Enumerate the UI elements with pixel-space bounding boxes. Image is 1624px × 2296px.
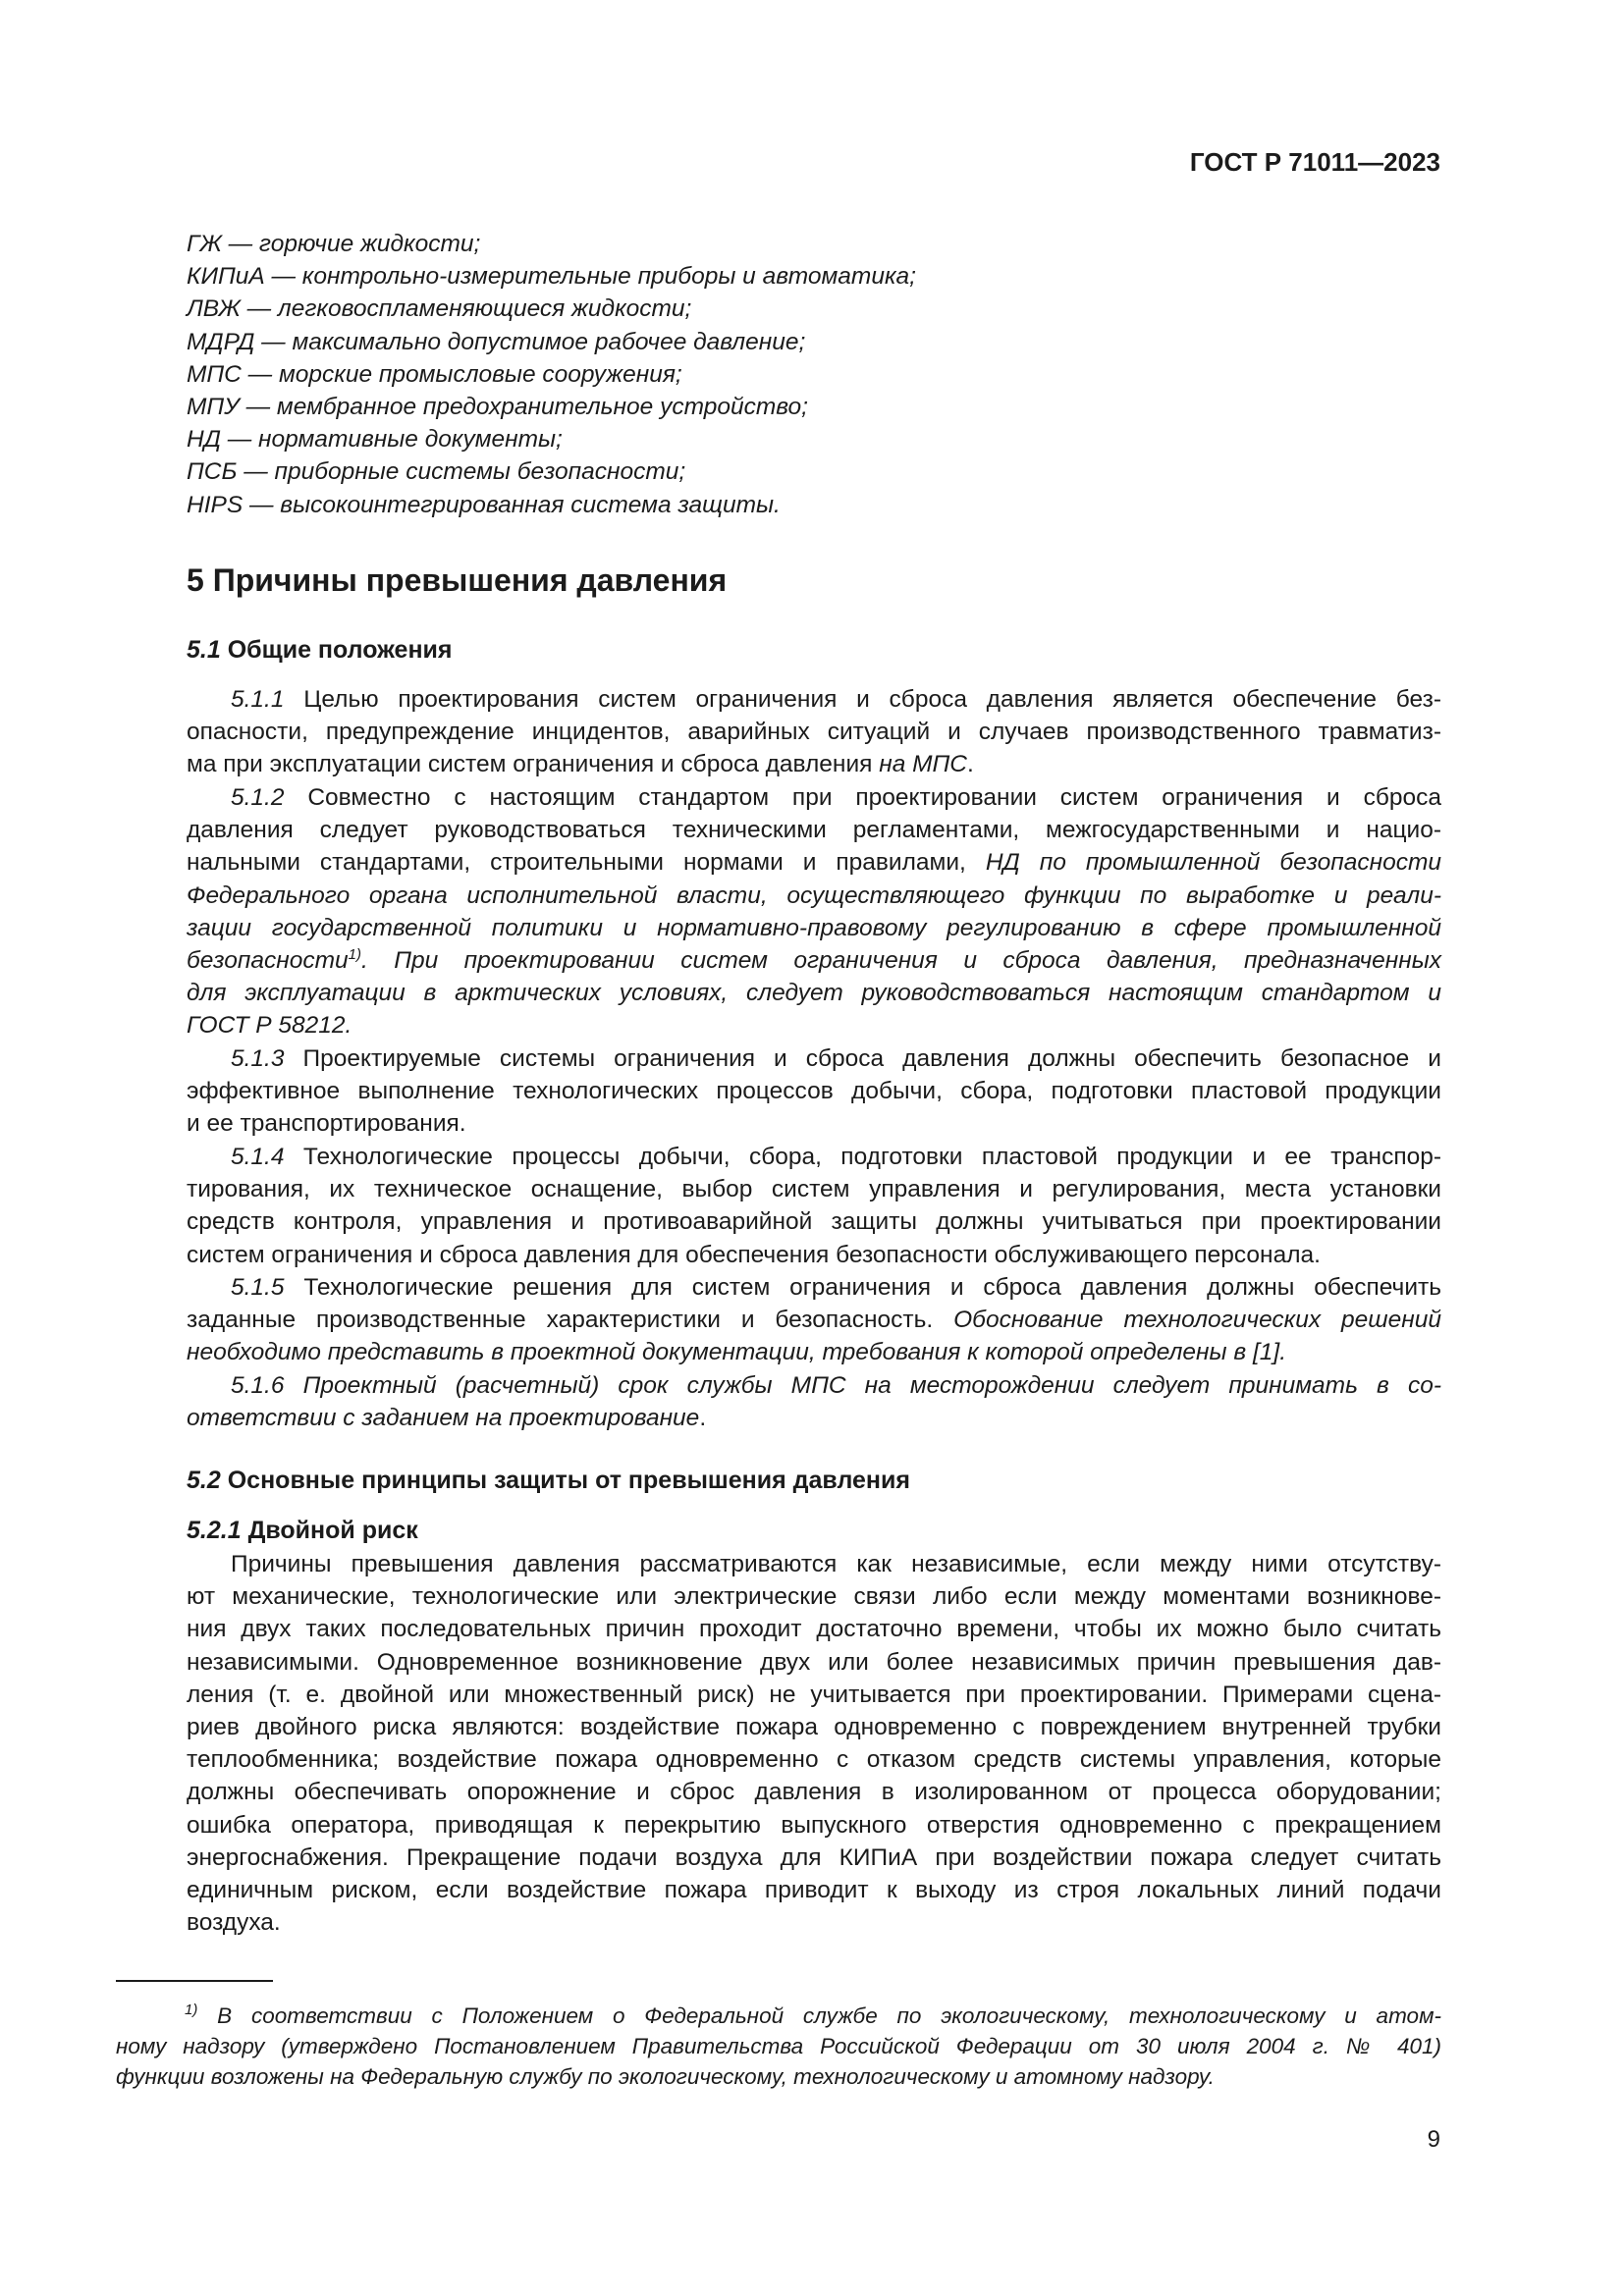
- paragraph-line: Технологические решения для систем ограничения и сброса давления должны обеспечить: [284, 1274, 1441, 1301]
- paragraph-line: зации государственной политики и нормативно-правовому регулированию в сфере промышленной: [187, 914, 1441, 941]
- paragraph-line: эффективное выполнение технологических процессов добычи, сбора, подготовки пластовой продукции: [187, 1078, 1441, 1105]
- paragraph-line: Целью проектирования систем ограничения и сброса давления является обеспечение без-: [284, 686, 1441, 713]
- paragraph-line: систем ограничения и сброса давления для обеспечения безопасности обслуживающего персонала.: [187, 1241, 1321, 1268]
- paragraph-line: ления (т. е. двойной или множественный риск) не учитывается при проектировании. Примерами сцена-: [187, 1681, 1441, 1708]
- paragraph-line: средств контроля, управления и противоаварийной защиты должны учитываться при проектировании: [187, 1208, 1441, 1236]
- paragraph-line: ют механические, технологические или электрические связи либо если между моментами возникнове-: [187, 1583, 1441, 1611]
- abbreviation-item: МПС — морские промысловые сооружения;: [187, 360, 682, 388]
- paragraph-italic: Обоснование технологических решений: [953, 1307, 1441, 1334]
- paragraph-5-1-1: [187, 683, 1441, 781]
- abbreviation-item: МПУ — мембранное предохранительное устройство;: [187, 394, 808, 421]
- paragraph-line: Проектируемые системы ограничения и сброса давления должны обеспечить безопасное и: [284, 1045, 1441, 1072]
- paragraph-line: необходимо представить в проектной документации, требования к которой определены в [1].: [187, 1339, 1287, 1366]
- subsection-heading-5-2-1: [187, 1517, 418, 1545]
- paragraph-line: Совместно с настоящим стандартом при проектировании систем ограничения и сброса: [284, 784, 1441, 811]
- abbreviation-item: HIPS — высокоинтегрированная система защиты.: [187, 491, 781, 518]
- document-code: ГОСТ Р 71011—2023: [1189, 147, 1440, 177]
- paragraph-line: энергоснабжения. Прекращение подачи воздуха для КИПиА при воздействии пожара следует считать: [187, 1843, 1441, 1871]
- paragraph-number: 5.1.1: [231, 686, 285, 713]
- abbreviation-item: НД — нормативные документы;: [187, 426, 563, 454]
- paragraph-line: независимыми. Одновременное возникновение двух или более независимых причин превышения дав-: [187, 1648, 1441, 1676]
- paragraph-number: 5.1.2: [231, 784, 285, 811]
- paragraph-line: опасности, предупреждение инцидентов, аварийных ситуаций и случаев производственного травматиз-: [187, 719, 1441, 746]
- footnote-line: ному надзору (утверждено Постановлением Правительства Российской Федерации от 30 июля 2004 г. № 401): [116, 2034, 1441, 2058]
- subsection-title: Основные принципы защиты от превышения давления: [227, 1467, 910, 1494]
- subsection-number: 5.2: [187, 1467, 221, 1494]
- paragraph-line: Причины превышения давления рассматриваются как независимые, если между ними отсутству-: [231, 1551, 1441, 1577]
- paragraph-line: тирования, их техническое оснащение, выбор систем управления и регулирования, места установки: [187, 1176, 1441, 1203]
- paragraph-5-1-5: [187, 1271, 1441, 1369]
- paragraph-line: ма при эксплуатации систем ограничения и сброса давления: [187, 751, 880, 778]
- paragraph-italic: на МПС: [879, 751, 968, 778]
- paragraph-line: давления следует руководствоваться техническими регламентами, межгосударственными и нацио-: [187, 817, 1441, 844]
- paragraph-line: Технологические процессы добычи, сбора, подготовки пластовой продукции и ее транспор-: [284, 1144, 1441, 1170]
- subsection-title: Общие положения: [227, 636, 453, 664]
- paragraph-end: .: [699, 1405, 707, 1432]
- abbreviation-item: ЛВЖ — легковоспламеняющиеся жидкости;: [187, 295, 692, 323]
- footnote-line: В соответствии с Положением о Федеральной службе по экологическому, технологическому и атом-: [197, 2003, 1441, 2028]
- subsection-heading-5-1: [187, 636, 453, 665]
- paragraph-line: ответствии с заданием на проектирование: [187, 1405, 700, 1432]
- paragraph-line: ошибка оператора, приводящая к перекрытию выпускного отверстия одновременно с прекращением: [187, 1811, 1441, 1839]
- subsection-number: 5.1: [187, 636, 221, 664]
- subsection-number: 5.2.1: [187, 1517, 242, 1544]
- abbreviation-item: КИПиА — контрольно-измерительные приборы и автоматика;: [187, 263, 916, 291]
- paragraph-line: Федерального органа исполнительной власти, осуществляющего функции по выработке и реали-: [187, 881, 1441, 909]
- paragraph-line: риев двойного риска являются: воздействие пожара одновременно с повреждением внутренней трубки: [187, 1714, 1441, 1741]
- paragraph-end: .: [967, 751, 974, 778]
- page-number: 9: [1427, 2126, 1440, 2153]
- footnote: [116, 2001, 1441, 2092]
- paragraph-line: для эксплуатации в арктических условиях, следует руководствоваться настоящим стандартом и: [187, 980, 1441, 1007]
- paragraph-number: 5.1.3: [231, 1045, 285, 1072]
- paragraph-5-1-6: [187, 1369, 1441, 1434]
- footnote-reference: 1): [348, 946, 361, 964]
- paragraph-5-1-3: [187, 1042, 1441, 1141]
- paragraph-line: . При проектировании систем ограничения и сброса давления, предназначенных: [360, 947, 1441, 975]
- paragraph-line: единичным риском, если воздействие пожара приводит к выходу из строя локальных линий подачи: [187, 1877, 1441, 1904]
- paragraph-5-1-2: [187, 781, 1441, 1042]
- paragraph-line: теплообменника; воздействие пожара одновременно с отказом средств системы управления, которые: [187, 1746, 1441, 1774]
- paragraph-number: 5.1.4: [231, 1144, 285, 1170]
- paragraph-5-1-4: [187, 1141, 1441, 1271]
- footnote-line: функции возложены на Федеральную службу по экологическому, технологическому и атомному надзору.: [116, 2064, 1215, 2089]
- paragraph-line: нальными стандартами, строительными нормами и правилами,: [187, 849, 986, 877]
- abbreviations-list: [187, 228, 1441, 521]
- paragraph-line: безопасности: [187, 947, 349, 975]
- paragraph-line: ГОСТ Р 58212.: [187, 1012, 352, 1040]
- paragraph-italic: НД по промышленной безопасности: [985, 849, 1441, 877]
- abbreviation-item: ПСБ — приборные системы безопасности;: [187, 458, 686, 486]
- paragraph-line: заданные производственные характеристики и безопасность.: [187, 1307, 954, 1334]
- subsection-title: Двойной риск: [247, 1517, 418, 1544]
- paragraph-number: 5.1.6: [231, 1372, 285, 1399]
- paragraph-line: Проектный (расчетный) срок службы МПС на месторождении следует принимать в со-: [284, 1372, 1441, 1399]
- paragraph-line: и ее транспортирования.: [187, 1110, 466, 1138]
- abbreviation-item: МДРД — максимально допустимое рабочее давление;: [187, 328, 806, 355]
- footnote-mark: 1): [185, 2002, 198, 2018]
- paragraph-line: воздуха.: [187, 1909, 281, 1937]
- paragraph-5-2-1: [187, 1548, 1441, 1939]
- paragraph-line: должны обеспечивать опорожнение и сброс давления в изолированном от процесса оборудовании;: [187, 1779, 1441, 1806]
- subsection-heading-5-2: [187, 1467, 910, 1495]
- footnote-separator: [116, 1980, 273, 1982]
- abbreviation-item: ГЖ — горючие жидкости;: [187, 231, 481, 257]
- section-heading: 5 Причины превышения давления: [187, 562, 728, 598]
- paragraph-number: 5.1.5: [231, 1274, 285, 1301]
- paragraph-line: ния двух таких последовательных причин проходит достаточно времени, чтобы их можно было считать: [187, 1616, 1441, 1643]
